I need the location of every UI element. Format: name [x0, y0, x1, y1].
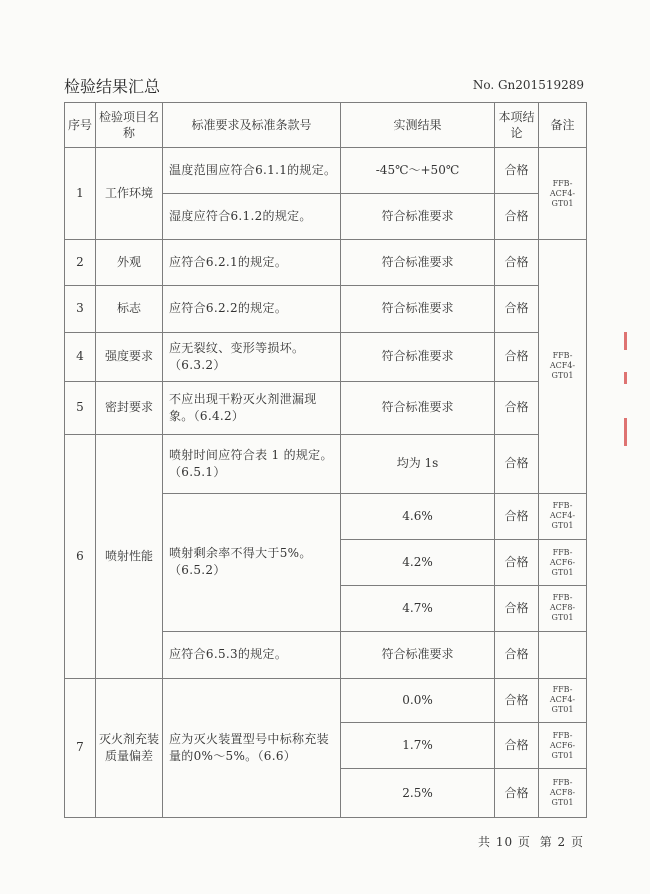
- cell-result: 2.5%: [341, 769, 495, 818]
- report-number: No. Gn201519289: [472, 78, 584, 92]
- cell-seq: 1: [65, 147, 96, 240]
- page-total: 共 10 页: [478, 835, 531, 849]
- cell-conclusion: 合格: [495, 434, 539, 493]
- cell-requirement: 应为灭火装置型号中标称充装量的0%～5%。（6.6）: [163, 678, 341, 817]
- cell-result: 1.7%: [341, 723, 495, 769]
- cell-requirement: 应符合6.2.2的规定。: [163, 286, 341, 333]
- table-row: [65, 147, 587, 193]
- cell-requirement: 应符合6.2.1的规定。: [163, 240, 341, 286]
- cell-result: 均为 1s: [341, 434, 495, 493]
- cell-requirement: 不应出现干粉灭火剂泄漏现象。（6.4.2）: [163, 381, 341, 434]
- cell-conclusion: 合格: [495, 769, 539, 818]
- header-conclusion: 本项结论: [495, 103, 539, 148]
- cell-seq: 7: [65, 678, 96, 817]
- cell-result: 符合标准要求: [341, 193, 495, 240]
- table-row: [65, 286, 587, 333]
- cell-seq: 6: [65, 434, 96, 678]
- ink-mark: [624, 372, 627, 384]
- cell-result: 符合标准要求: [341, 286, 495, 333]
- ink-mark: [624, 332, 627, 350]
- cell-item: 外观: [96, 240, 163, 286]
- cell-requirement: 应无裂纹、变形等损坏。（6.3.2）: [163, 332, 341, 381]
- cell-item: 强度要求: [96, 332, 163, 381]
- cell-conclusion: 合格: [495, 540, 539, 586]
- cell-remark: FFB-ACF4-GT01: [539, 678, 587, 723]
- cell-result: 4.2%: [341, 540, 495, 586]
- cell-conclusion: 合格: [495, 493, 539, 540]
- page-current: 第 2 页: [539, 835, 584, 849]
- cell-remark: FFB-ACF4-GT01: [539, 147, 587, 240]
- page-title: 检验结果汇总: [64, 77, 161, 96]
- header-requirement: 标准要求及标准条款号: [163, 103, 341, 148]
- cell-remark: FFB-ACF6-GT01: [539, 540, 587, 586]
- cell-requirement: 温度范围应符合6.1.1的规定。: [163, 147, 341, 193]
- cell-result: -45℃～+50℃: [341, 147, 495, 193]
- cell-conclusion: 合格: [495, 332, 539, 381]
- cell-item: 灭火剂充装质量偏差: [96, 678, 163, 817]
- table-header-row: [65, 103, 587, 148]
- table-row: [65, 678, 587, 723]
- results-table: [64, 102, 586, 818]
- page-footer: [474, 833, 584, 850]
- header-remark: 备注: [539, 103, 587, 148]
- cell-result: 符合标准要求: [341, 381, 495, 434]
- cell-item: 密封要求: [96, 381, 163, 434]
- header-result: 实测结果: [341, 103, 495, 148]
- cell-item: 喷射性能: [96, 434, 163, 678]
- cell-remark: FFB-ACF8-GT01: [539, 586, 587, 632]
- cell-seq: 3: [65, 286, 96, 333]
- cell-result: 符合标准要求: [341, 631, 495, 678]
- cell-result: 符合标准要求: [341, 332, 495, 381]
- cell-conclusion: 合格: [495, 286, 539, 333]
- cell-conclusion: 合格: [495, 193, 539, 240]
- cell-conclusion: 合格: [495, 586, 539, 632]
- cell-conclusion: 合格: [495, 631, 539, 678]
- cell-result: 0.0%: [341, 678, 495, 723]
- cell-remark: FFB-ACF4-GT01: [539, 240, 587, 493]
- cell-remark-empty: [539, 631, 587, 678]
- cell-conclusion: 合格: [495, 678, 539, 723]
- ink-mark: [624, 418, 627, 446]
- table-row: [65, 332, 587, 381]
- cell-requirement: 应符合6.5.3的规定。: [163, 631, 341, 678]
- cell-conclusion: 合格: [495, 381, 539, 434]
- cell-requirement: 喷射剩余率不得大于5%。（6.5.2）: [163, 493, 341, 631]
- cell-seq: 4: [65, 332, 96, 381]
- cell-remark: FFB-ACF8-GT01: [539, 769, 587, 818]
- cell-seq: 5: [65, 381, 96, 434]
- cell-result: 4.7%: [341, 586, 495, 632]
- cell-item: 标志: [96, 286, 163, 333]
- table-row: [65, 240, 587, 286]
- cell-conclusion: 合格: [495, 147, 539, 193]
- cell-result: 4.6%: [341, 493, 495, 540]
- header-seq: 序号: [65, 103, 96, 148]
- cell-requirement: 湿度应符合6.1.2的规定。: [163, 193, 341, 240]
- cell-remark: FFB-ACF4-GT01: [539, 493, 587, 540]
- cell-conclusion: 合格: [495, 723, 539, 769]
- cell-seq: 2: [65, 240, 96, 286]
- cell-requirement: 喷射时间应符合表 1 的规定。（6.5.1）: [163, 434, 341, 493]
- cell-item: 工作环境: [96, 147, 163, 240]
- table-row: [65, 381, 587, 434]
- table-row: [65, 434, 587, 493]
- header-item: 检验项目名称: [96, 103, 163, 148]
- cell-conclusion: 合格: [495, 240, 539, 286]
- cell-result: 符合标准要求: [341, 240, 495, 286]
- cell-remark: FFB-ACF6-GT01: [539, 723, 587, 769]
